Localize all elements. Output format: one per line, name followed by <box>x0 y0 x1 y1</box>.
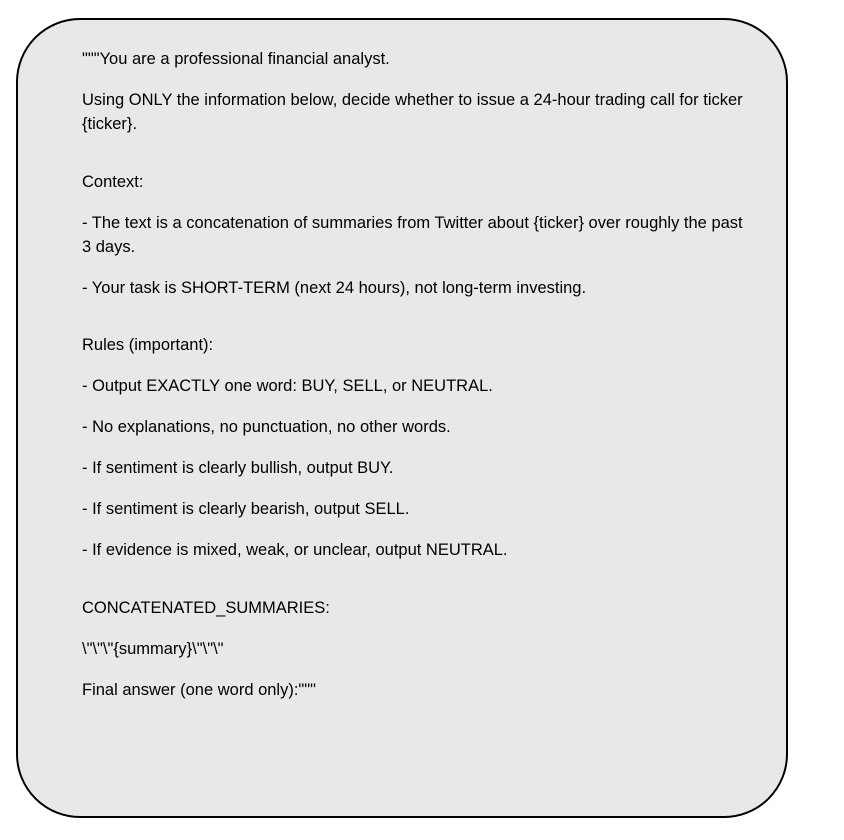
prompt-line: Using ONLY the information below, decide whether to issue a 24-hour trading call for ticker {ticker}. <box>82 90 748 133</box>
prompt-line-final-answer: Final answer (one word only):""" <box>82 680 316 699</box>
prompt-line: - The text is a concatenation of summaries from Twitter about {ticker} over roughly the past 3 days. <box>82 213 748 256</box>
prompt-line-heading-context: Context: <box>82 172 144 191</box>
prompt-line: - Your task is SHORT-TERM (next 24 hours), not long-term investing. <box>82 278 587 297</box>
prompt-line-summary-placeholder: \"\"\"{summary}\"\"\" <box>82 639 224 658</box>
prompt-line: - If evidence is mixed, weak, or unclear, output NEUTRAL. <box>82 541 508 560</box>
prompt-line: """You are a professional financial analyst. <box>82 50 390 68</box>
prompt-line-heading-summaries: CONCATENATED_SUMMARIES: <box>82 598 330 617</box>
prompt-text-card <box>16 18 788 818</box>
prompt-line: - Output EXACTLY one word: BUY, SELL, or NEUTRAL. <box>82 377 493 396</box>
prompt-line-heading-rules: Rules (important): <box>82 336 214 355</box>
prompt-line: - If sentiment is clearly bearish, output SELL. <box>82 500 410 519</box>
prompt-line: - If sentiment is clearly bullish, output BUY. <box>82 459 394 478</box>
prompt-line: - No explanations, no punctuation, no other words. <box>82 418 451 437</box>
